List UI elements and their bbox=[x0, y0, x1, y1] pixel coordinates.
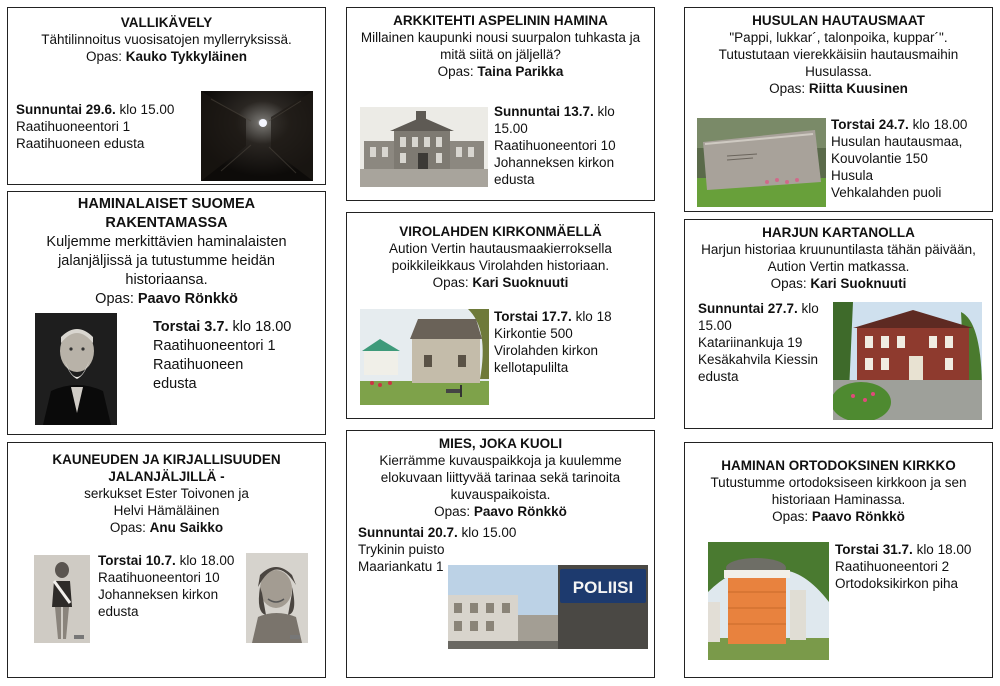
event-info: Torstai 31.7. klo 18.00 Raatihuoneentori 2 Ortodoksikirkon piha bbox=[835, 542, 972, 591]
event-day: Sunnuntai 13.7. bbox=[494, 104, 594, 119]
police-sign-text: POLIISI bbox=[572, 578, 634, 597]
event-description: Kuljemme merkittävien haminalaisten jalanjäljissä ja tutustumme heidän historiaansa. bbox=[46, 234, 287, 288]
event-day: Torstai 31.7. bbox=[835, 542, 913, 557]
church-photo bbox=[360, 309, 489, 405]
event-guide: Opas: Anu Saikko bbox=[109, 520, 224, 535]
event-title: HARJUN KARTANOLLA bbox=[762, 225, 915, 240]
portrait-photo bbox=[35, 313, 117, 425]
event-day: Torstai 24.7. bbox=[831, 117, 909, 132]
event-time: klo 18.00 bbox=[916, 542, 972, 557]
event-title: KAUNEUDEN JA KIRJALLISUUDEN bbox=[52, 452, 281, 467]
event-description: Harjun historiaa kruununtilasta tähän päivään, Aution Vertin matkassa. bbox=[701, 242, 976, 274]
event-time: klo 18.00 bbox=[179, 553, 235, 568]
event-info: Sunnuntai 29.6. klo 15.00 Raatihuoneentori 1 Raatihuoneen edusta bbox=[16, 102, 175, 151]
manor-photo bbox=[833, 302, 982, 420]
event-day: Sunnuntai 27.7. bbox=[698, 301, 798, 316]
event-time: klo 18.00 bbox=[232, 319, 292, 335]
event-title: VALLIKÄVELY bbox=[120, 15, 213, 30]
building-photo bbox=[360, 107, 488, 187]
event-title: ARKKITEHTI ASPELININ HAMINA bbox=[393, 13, 608, 28]
event-title: HAMINALAISET SUOMEA bbox=[77, 196, 256, 212]
event-card-kauneuden: KAUNEUDEN JA KIRJALLISUUDEN JALANJÄLJILLÄ - serkukset Ester Toivonen ja Helvi Hämäläinen Opas: Anu Saikko Torstai 10.7. klo 18.00 Raatihuoneentori 10 Johanneksen kirkon edusta bbox=[7, 442, 326, 678]
event-time: klo 15.00 bbox=[119, 102, 175, 117]
event-description: serkukset Ester Toivonen ja Helvi Hämäläinen bbox=[84, 486, 249, 518]
event-title: VIROLAHDEN KIRKONMÄELLÄ bbox=[399, 224, 602, 239]
event-guide: Opas: Kauko Tykkyläinen bbox=[85, 49, 248, 64]
event-info: Torstai 10.7. klo 18.00 Raatihuoneentori 10 Johanneksen kirkon edusta bbox=[98, 553, 235, 619]
event-time: klo bbox=[597, 104, 615, 119]
event-description: Tutustumme ortodoksiseen kirkkoon ja sen historiaan Haminassa. bbox=[710, 475, 967, 507]
event-info: Torstai 3.7. klo 18.00 Raatihuoneentori 1 Raatihuoneen edusta bbox=[153, 319, 292, 392]
event-info: Sunnuntai 27.7. klo 15.00 Katariinankuja 19 Kesäkahvila Kiessin edusta bbox=[698, 301, 819, 384]
event-description: Kierrämme kuvauspaikkoja ja kuulemme elokuvaan liittyvää tarinaa sekä tarinoita kuvauspaikoista. bbox=[379, 453, 622, 502]
event-description: "Pappi, lukkar´, talonpoika, kuppar´". Tutustutaan vierekkäisiin hautausmaihin Husulassa. bbox=[718, 30, 959, 79]
police-photo bbox=[448, 565, 648, 649]
event-info: Torstai 17.7. klo 18 Kirkontie 500 Virolahden kirkon kellotapulilta bbox=[494, 309, 612, 375]
event-guide: Opas: Taina Parikka bbox=[437, 64, 564, 79]
event-title: HUSULAN HAUTAUSMAAT bbox=[752, 13, 925, 28]
event-card-mies-joka-kuoli bbox=[346, 430, 655, 678]
event-card-husulan bbox=[684, 7, 993, 212]
event-guide: Opas: Riitta Kuusinen bbox=[769, 81, 908, 96]
event-day: Torstai 17.7. bbox=[494, 309, 572, 324]
event-day: Torstai 10.7. bbox=[98, 553, 176, 568]
event-card-haminalaiset: HAMINALAISET SUOMEA RAKENTAMASSA Kuljemme merkittävien haminalaisten jalanjäljissä ja tutustumme heidän historiaansa. Opas: Paavo Rönkkö Torstai 3.7. klo 18.00 Raatihuoneentori 1 Raatihuoneen edusta bbox=[7, 191, 326, 435]
event-description: Tähtilinnoitus vuosisatojen myllerryksissä. bbox=[41, 32, 292, 47]
event-description: Millainen kaupunki nousi suurpalon tuhkasta ja mitä siitä on jäljellä? bbox=[360, 30, 641, 62]
event-day: Sunnuntai 29.6. bbox=[16, 102, 116, 117]
woman-photo-right bbox=[246, 553, 308, 643]
event-guide: Opas: Paavo Rönkkö bbox=[434, 504, 567, 519]
event-day: Torstai 3.7. bbox=[153, 319, 229, 335]
event-time: klo 15.00 bbox=[461, 525, 517, 540]
memorial-photo bbox=[697, 118, 826, 207]
tunnel-photo bbox=[201, 91, 313, 181]
event-time: klo 18 bbox=[575, 309, 612, 324]
event-guide: Opas: Paavo Rönkkö bbox=[95, 291, 238, 307]
event-title: MIES, JOKA KUOLI bbox=[438, 436, 563, 451]
event-guide: Opas: Kari Suoknuuti bbox=[432, 275, 569, 290]
event-title: HAMINAN ORTODOKSINEN KIRKKO bbox=[721, 458, 956, 473]
event-info: Sunnuntai 20.7. klo 15.00 Trykinin puisto Maariankatu 1 bbox=[358, 525, 517, 574]
event-card-arkkitehti bbox=[346, 7, 655, 201]
woman-photo-left bbox=[34, 555, 90, 643]
event-description: Aution Vertin hautausmaakierroksella poikkileikkaus Virolahden historiaan. bbox=[389, 241, 612, 273]
event-info: Sunnuntai 13.7. klo 15.00 Raatihuoneentori 10 Johanneksen kirkon edusta bbox=[494, 104, 616, 187]
orthodox-church-photo bbox=[708, 542, 829, 660]
event-time: klo 18.00 bbox=[912, 117, 968, 132]
event-info: Torstai 24.7. klo 18.00 Husulan hautausmaa, Kouvolantie 150 Husula Vehkalahden puoli bbox=[831, 117, 968, 200]
event-guide: Opas: Paavo Rönkkö bbox=[772, 509, 905, 524]
event-card-vallikavely bbox=[7, 7, 326, 185]
event-card-ortodoksinen bbox=[684, 442, 993, 678]
event-guide: Opas: Kari Suoknuuti bbox=[770, 276, 907, 291]
event-day: Sunnuntai 20.7. bbox=[358, 525, 458, 540]
event-card-virolahden bbox=[346, 212, 655, 419]
event-card-harjun bbox=[684, 219, 993, 429]
event-time: klo bbox=[801, 301, 819, 316]
